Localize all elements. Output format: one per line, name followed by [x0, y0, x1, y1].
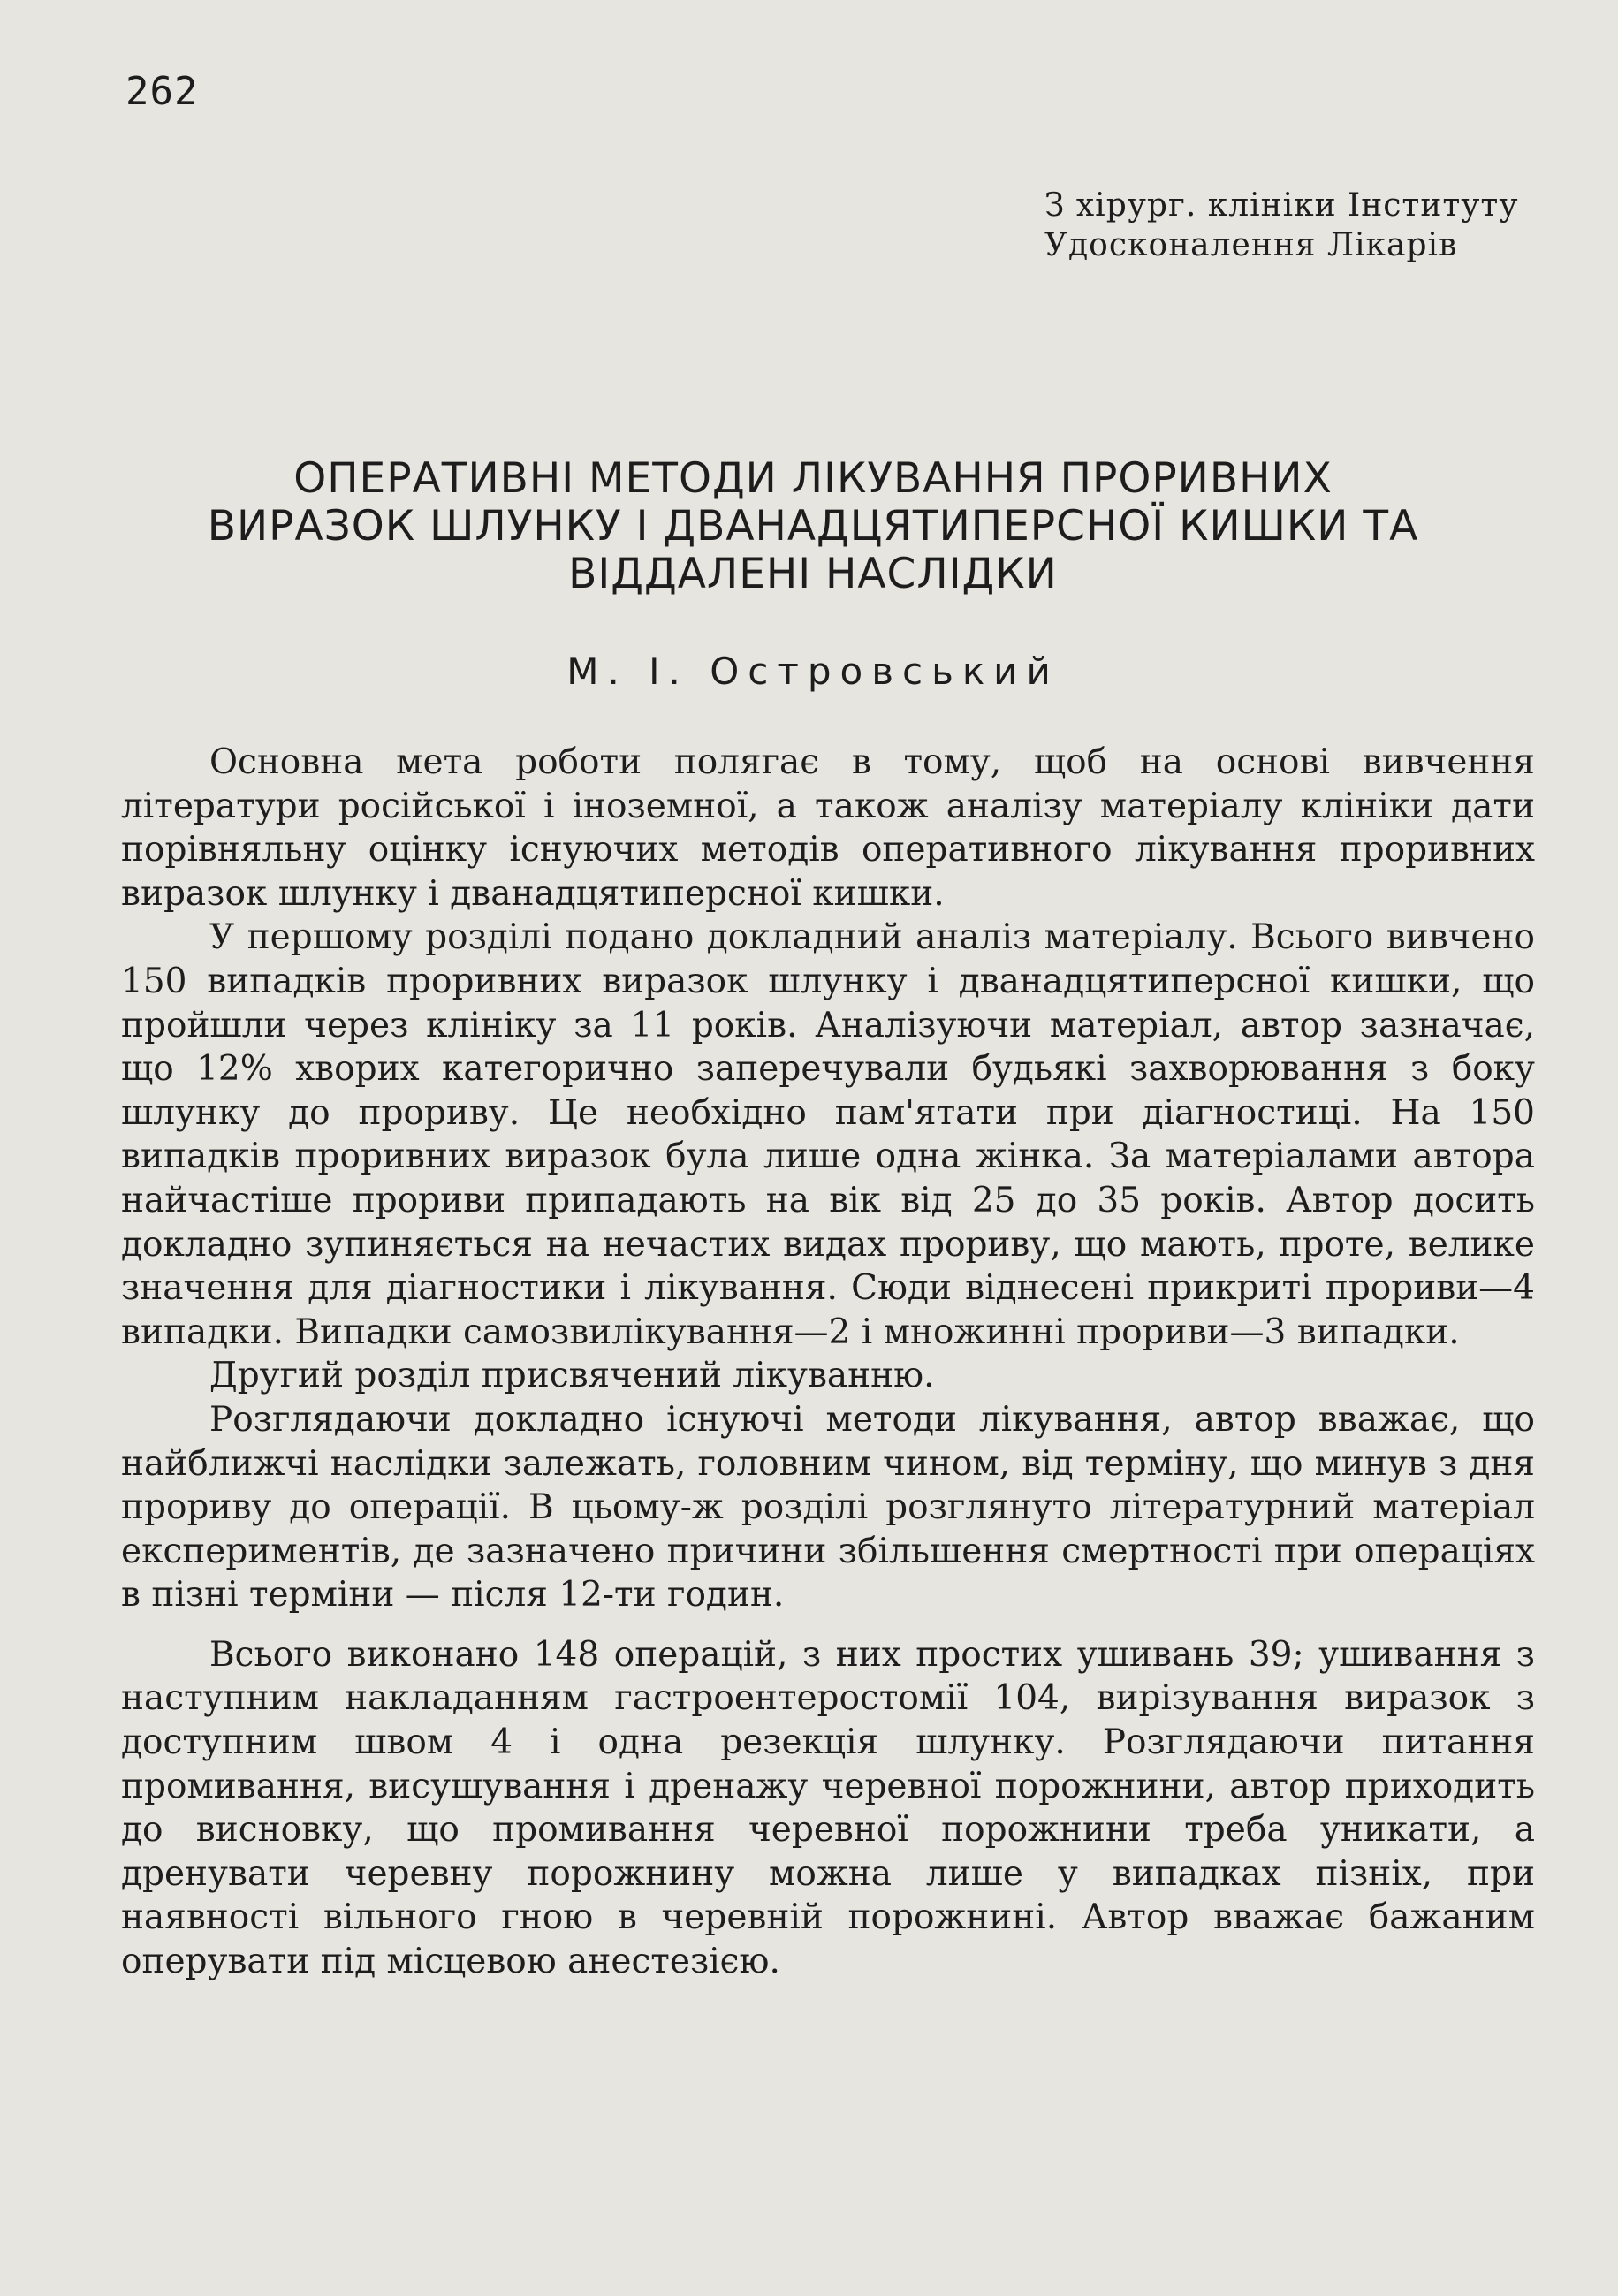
title-line: ВІДДАЛЕНІ НАСЛІДКИ [568, 550, 1058, 598]
paragraph: Другий розділ присвячений лікуванню. [209, 1356, 935, 1396]
page-number: 262 [125, 69, 199, 114]
author-name: М. І. Островський [566, 650, 1060, 693]
title-line: ОПЕРАТИВНІ МЕТОДИ ЛІКУВАННЯ ПРОРИВНИХ [293, 454, 1333, 503]
paragraph: Розглядаючи докладно існуючі методи лікування, автор вважає, що найближчі наслідки залежать, головним чином, від терміну, що минув з дня прориву до операції. В цьому-ж розділі розглянуто літературний матеріал експериментів, де зазначено причини збільшення смертності при операціях в пізні терміни — після 12-ти годин. [121, 1399, 1535, 1616]
affiliation [1044, 186, 1519, 265]
paragraph: У першому розділі подано докладний аналіз матеріалу. Всього вивчено 150 випадків проривних виразок шлунку і дванадцятиперсної кишки, що пройшли через клініку за 11 років. Аналізуючи матеріал, автор зазначає, що 12% хворих категорично заперечували будьякі захворювання з боку шлунку до прориву. Це необхідно пам'ятати при діагностиці. На 150 випадків проривних виразок була лише одна жінка. За матеріалами автора найчастіше прориви припадають на вік від 25 до 35 років. Автор досить докладно зупиняється на нечастих видах прориву, що мають, проте, велике значення для діагностики і лікування. Сюди віднесені прикриті прориви—4 випадки. Випадки самозвилікування—2 і множинні прориви—3 випадки. [121, 917, 1535, 1352]
paragraph: Основна мета роботи полягає в тому, щоб на основі вивчення літератури російської і іноземної, а також аналізу матеріалу клініки дати порівняльну оцінку існуючих методів оперативного лікування проривних виразок шлунку і дванадцятиперсної кишки. [121, 742, 1535, 914]
article-title [124, 455, 1502, 598]
affiliation-line: З хірург. клініки Інституту [1044, 187, 1519, 224]
paragraph: Всього виконано 148 операцій, з них простих ушивань 39; ушивання з наступним накладанням гастроентеростомії 104, вирізування виразок з доступним швом 4 і одна резекція шлунку. Розглядаючи питання промивання, висушування і дренажу черевної порожнини, автор приходить до висновку, що промивання черевної порожнини треба уникати, а дренувати черевну порожнину можна лише у випадках пізніх, при наявності вільного гною в черевній порожнині. Автор вважає бажаним оперувати під місцевою анестезією. [121, 1634, 1535, 1982]
article-body [121, 741, 1535, 1984]
title-line: ВИРАЗОК ШЛУНКУ І ДВАНАДЦЯТИПЕРСНОЇ КИШКИ ТА [207, 502, 1419, 551]
affiliation-line: Удосконалення Лікарів [1044, 227, 1458, 263]
